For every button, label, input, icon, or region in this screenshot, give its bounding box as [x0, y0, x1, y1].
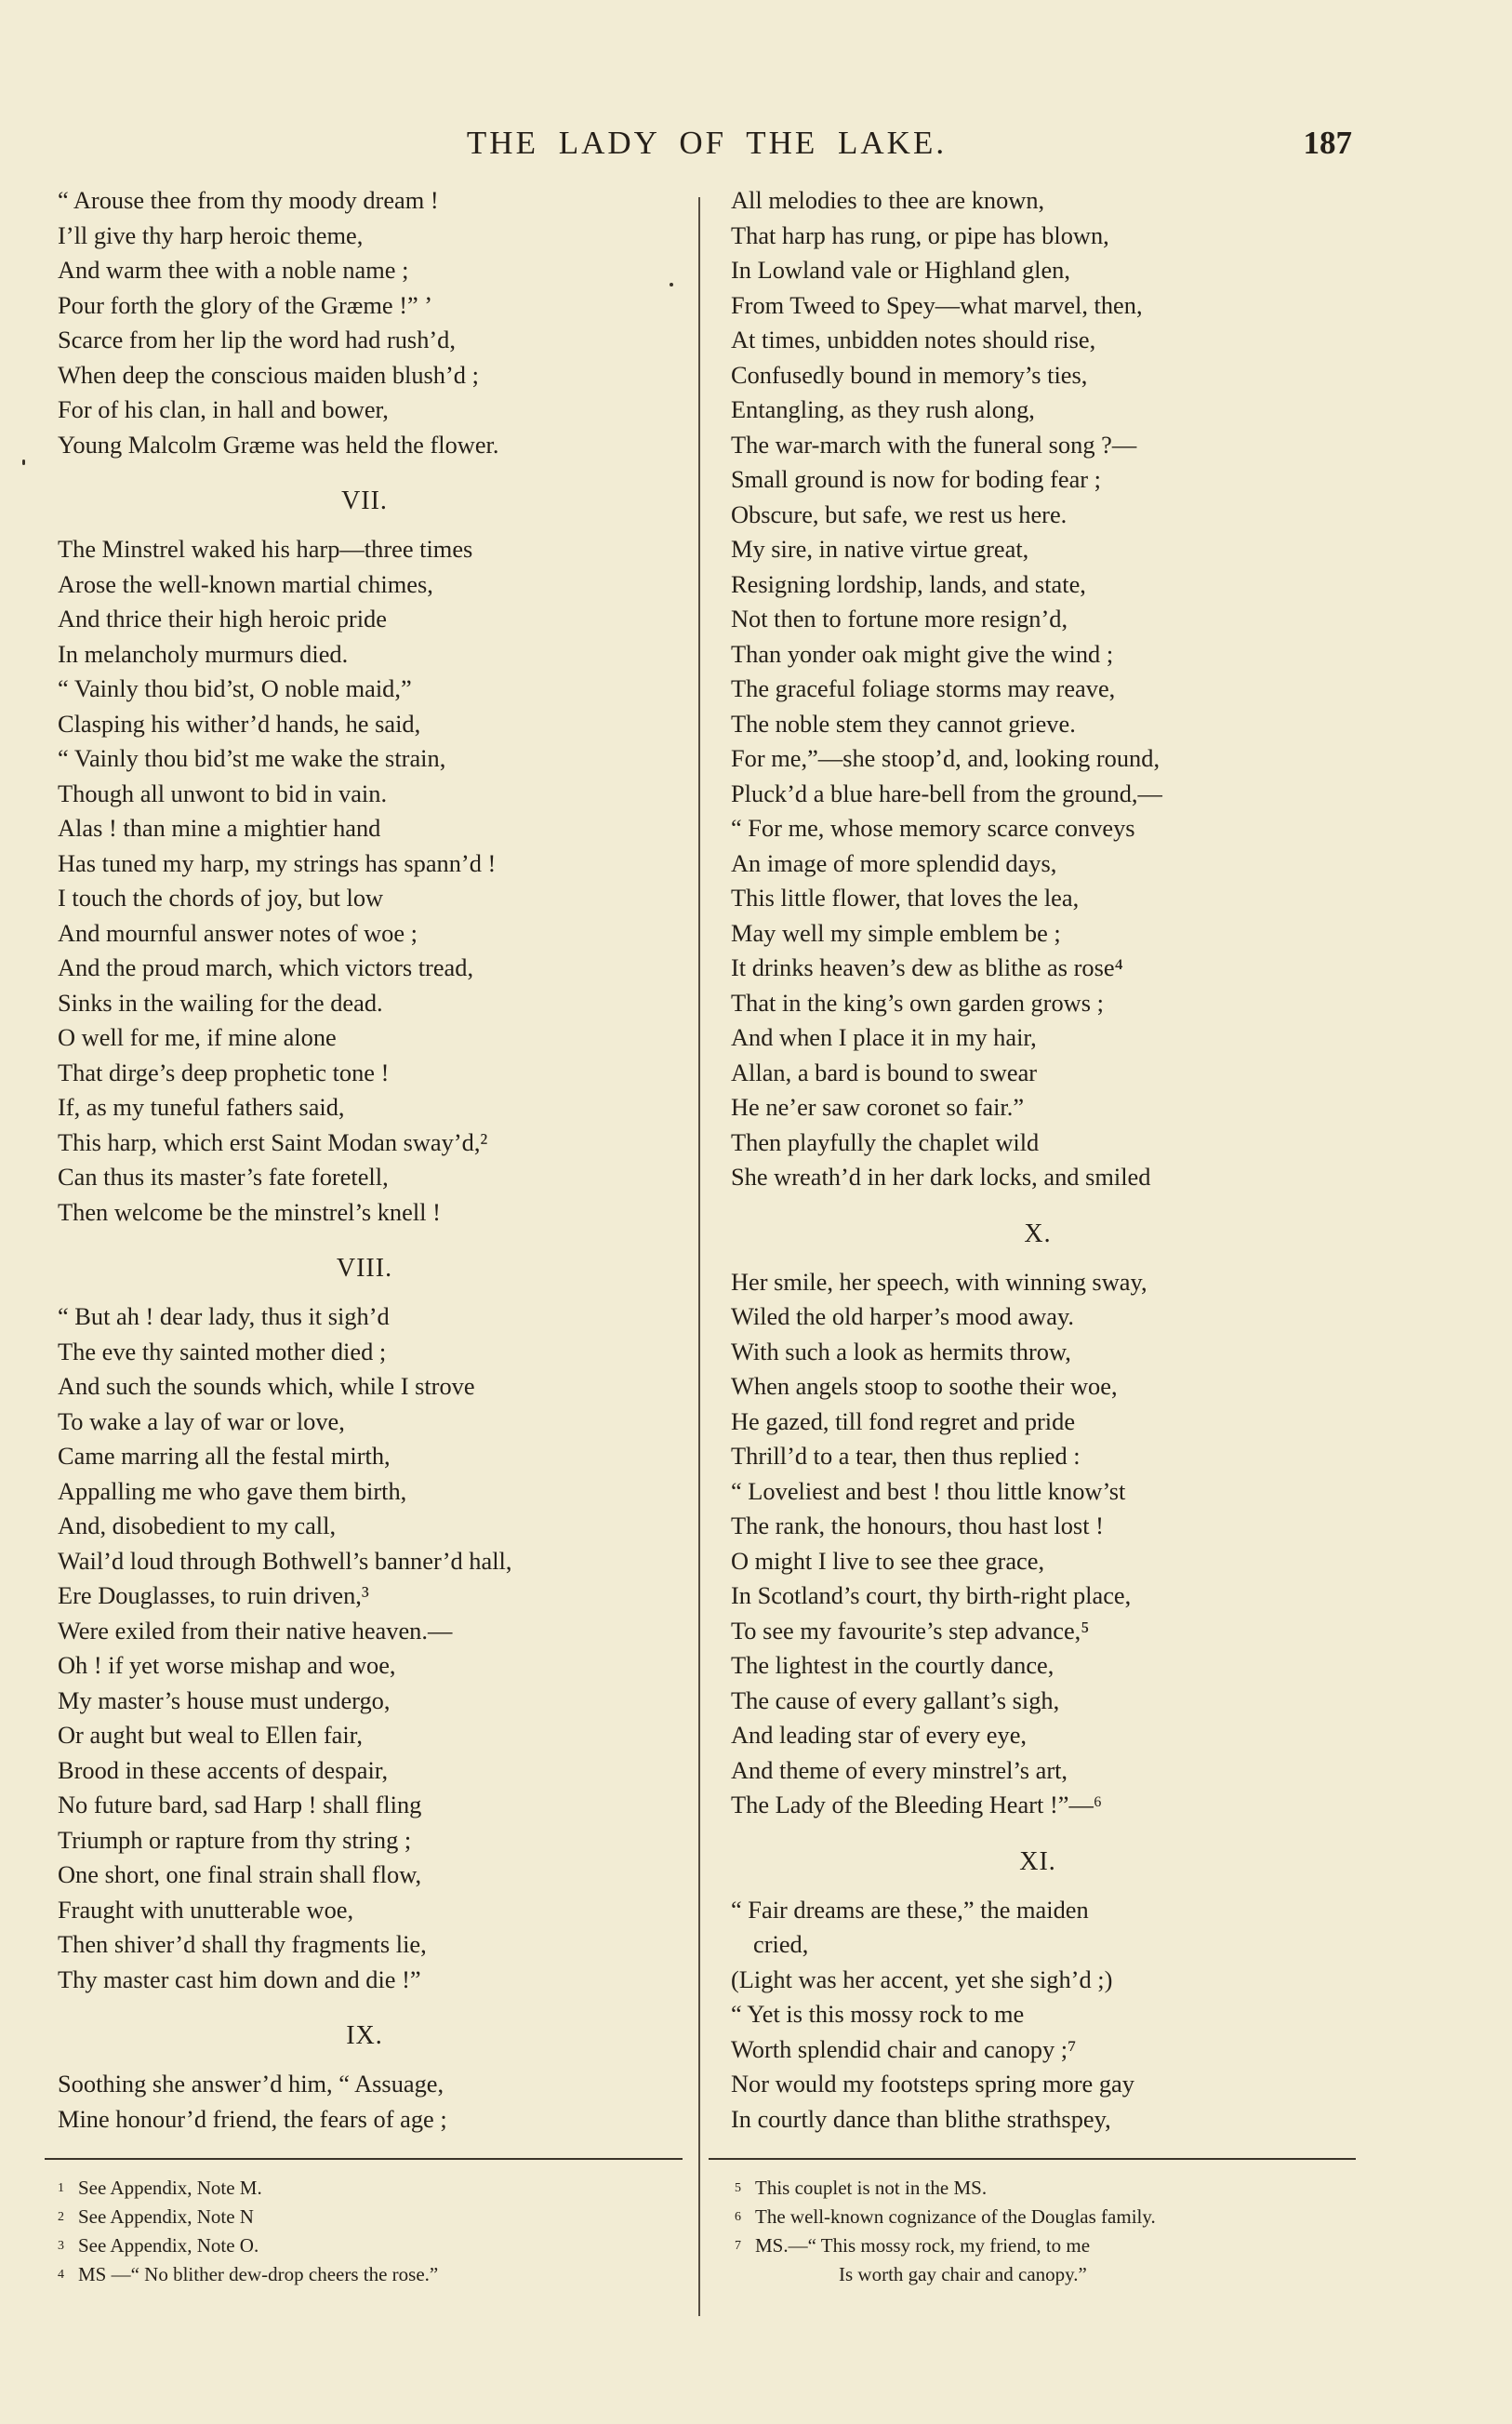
verse-line: “ But ah ! dear lady, thus it sigh’d [58, 1302, 390, 1330]
footnote [735, 2203, 1348, 2231]
ink-speck [670, 283, 673, 286]
verse-line: Wail’d loud through Bothwell’s banner’d hall, [58, 1546, 512, 1575]
verse-line: Then welcome be the minstrel’s knell ! [58, 1197, 441, 1226]
verse-line: My sire, in native virtue great, [731, 535, 1029, 563]
verse-line: Obscure, but safe, we rest us here. [731, 499, 1068, 528]
verse-line: The lightest in the courtly dance, [731, 1651, 1054, 1679]
footnote-marker: 6 [735, 2210, 741, 2224]
verse-line: Alas ! than mine a mightier hand [58, 814, 381, 842]
verse-line: And leading star of every eye, [731, 1721, 1028, 1749]
verse-line: May well my simple emblem be ; [731, 918, 1061, 947]
verse-line: At times, unbidden notes should rise, [731, 326, 1096, 353]
footnote-rule-left [45, 2158, 683, 2160]
footnote-marker: 2 [58, 2210, 64, 2224]
running-head: THE LADY OF THE LAKE. [466, 125, 948, 161]
left-column [58, 183, 671, 2137]
verse-line: In Lowland vale or Highland glen, [731, 256, 1070, 284]
verse-line: The rank, the honours, thou hast lost ! [731, 1512, 1104, 1539]
verse-line: When angels stoop to soothe their woe, [731, 1372, 1118, 1400]
verse-line: Than yonder oak might give the wind ; [731, 639, 1114, 668]
footnote-marker: 4 [58, 2268, 64, 2282]
verse-line: He ne’er saw coronet so fair.” [731, 1093, 1025, 1121]
verse-line: The Minstrel waked his harp—three times [58, 535, 473, 563]
verse-line: Pour forth the glory of the Græme !” ’ [58, 290, 433, 319]
footnotes-left [58, 2174, 671, 2289]
verse-line: The cause of every gallant’s sigh, [731, 1685, 1060, 1714]
verse-line: Came marring all the festal mirth, [58, 1442, 391, 1470]
verse-line: Brood in these accents of despair, [58, 1755, 389, 1784]
footnote-text: See Appendix, Note O. [78, 2234, 259, 2257]
verse-line: “ Vainly thou bid’st, O noble maid,” [58, 674, 412, 702]
verse-line: No future bard, sad Harp ! shall fling [58, 1791, 422, 1818]
footnote [735, 2231, 1348, 2260]
verse-line: When deep the conscious maiden blush’d ; [58, 360, 479, 389]
verse-line: Though all unwont to bid in vain. [58, 779, 388, 807]
verse-line: If, as my tuneful fathers said, [58, 1093, 345, 1121]
section-heading: VIII. [336, 1254, 393, 1283]
footnote-marker: 1 [58, 2181, 64, 2195]
verse-line: For of his clan, in hall and bower, [58, 395, 389, 423]
footnote [735, 2260, 1348, 2289]
verse-line: O well for me, if mine alone [58, 1023, 337, 1051]
verse-line: In Scotland’s court, thy birth-right place, [731, 1581, 1132, 1609]
footnote-text: MS —“ No blither dew-drop cheers the rose.” [78, 2263, 439, 2285]
footnote-text: This couplet is not in the MS. [755, 2177, 988, 2199]
verse-line: “ Arouse thee from thy moody dream ! [58, 186, 439, 214]
section-heading: X. [1024, 1219, 1052, 1248]
footnote [58, 2174, 671, 2203]
verse-line: Resigning lordship, lands, and state, [731, 569, 1086, 598]
verse-line: In courtly dance than blithe strathspey, [731, 2104, 1111, 2133]
verse-line: Then shiver’d shall thy fragments lie, [58, 1930, 427, 1958]
verse-line: Not then to fortune more resign’d, [731, 605, 1068, 633]
footnote-text: See Appendix, Note N [78, 2205, 254, 2228]
footnote [58, 2203, 671, 2231]
verse-line: I’ll give thy harp heroic theme, [58, 220, 364, 249]
verse-line: It drinks heaven’s dew as blithe as rose⁴ [731, 953, 1123, 981]
ink-speck [22, 459, 25, 465]
verse-line: Wiled the old harper’s mood away. [731, 1302, 1075, 1330]
verse-line: Pluck’d a blue hare-bell from the ground,— [731, 779, 1162, 807]
verse-line: In melancholy murmurs died. [58, 639, 349, 668]
verse-line: One short, one final strain shall flow, [58, 1860, 422, 1888]
verse-line: Entangling, as they rush along, [731, 395, 1035, 423]
verse-line: Thy master cast him down and die !” [58, 1965, 421, 1993]
verse-line: And such the sounds which, while I strove [58, 1372, 475, 1400]
verse-line: Ere Douglasses, to ruin driven,³ [58, 1581, 369, 1609]
verse-line: He gazed, till fond regret and pride [731, 1406, 1076, 1435]
footnote-text: The well-known cognizance of the Douglas family. [755, 2205, 1156, 2228]
footnote-text: Is worth gay chair and canopy.” [839, 2263, 1087, 2285]
footnote-rule-right [709, 2158, 1356, 2160]
footnote-text: MS.—“ This mossy rock, my friend, to me [755, 2234, 1091, 2257]
footnote-text: See Appendix, Note M. [78, 2177, 262, 2199]
footnote-marker: 5 [735, 2181, 741, 2195]
verse-line: The eve thy sainted mother died ; [58, 1337, 387, 1365]
verse-line: Scarce from her lip the word had rush’d, [58, 326, 456, 353]
verse-line: And when I place it in my hair, [731, 1023, 1037, 1051]
section-heading: XI. [1019, 1846, 1056, 1876]
verse-line: That harp has rung, or pipe has blown, [731, 220, 1109, 249]
column-rule [698, 197, 700, 2316]
verse-line: Sinks in the wailing for the dead. [58, 988, 383, 1017]
verse-line: Allan, a bard is bound to swear [731, 1058, 1038, 1086]
verse-line: All melodies to thee are known, [731, 186, 1045, 214]
verse-line: The war-march with the funeral song ?— [731, 430, 1137, 459]
verse-line: To see my favourite’s step advance,⁵ [731, 1616, 1090, 1645]
verse-line: Worth splendid chair and canopy ;⁷ [731, 2034, 1077, 2063]
verse-line: Confusedly bound in memory’s ties, [731, 360, 1088, 389]
verse-line: cried, [753, 1930, 809, 1958]
footnotes-right [735, 2174, 1348, 2289]
verse-line: “ Loveliest and best ! thou little know’st [731, 1476, 1126, 1505]
verse-line: Small ground is now for boding fear ; [731, 465, 1101, 493]
verse-line: “ Fair dreams are these,” the maiden [731, 1895, 1089, 1924]
verse-line: That dirge’s deep prophetic tone ! [58, 1058, 390, 1086]
verse-line: Soothing she answer’d him, “ Assuage, [58, 2070, 444, 2098]
verse-line: This harp, which erst Saint Modan sway’d,² [58, 1127, 488, 1156]
verse-line: From Tweed to Spey—what marvel, then, [731, 290, 1143, 319]
verse-line: The graceful foliage storms may reave, [731, 674, 1116, 702]
verse-line: The noble stem they cannot grieve. [731, 709, 1076, 738]
section-heading: VII. [341, 486, 388, 515]
verse-line: And theme of every minstrel’s art, [731, 1755, 1068, 1784]
verse-line: And, disobedient to my call, [58, 1512, 337, 1539]
verse-line: An image of more splendid days, [731, 848, 1057, 877]
section-heading: IX. [346, 2021, 383, 2050]
verse-line: Were exiled from their native heaven.— [58, 1616, 453, 1645]
verse-line: “ Vainly thou bid’st me wake the strain, [58, 744, 446, 772]
verse-line: Then playfully the chaplet wild [731, 1127, 1040, 1156]
verse-line: Nor would my footsteps spring more gay [731, 2070, 1134, 2098]
footnote [58, 2260, 671, 2289]
verse-line: Clasping his wither’d hands, he said, [58, 709, 421, 738]
verse-line: “ For me, whose memory scarce conveys [731, 814, 1135, 842]
footnote-marker: 7 [735, 2239, 741, 2253]
verse-line: And thrice their high heroic pride [58, 605, 387, 633]
verse-line: I touch the chords of joy, but low [58, 884, 384, 912]
verse-line: To wake a lay of war or love, [58, 1406, 345, 1435]
verse-line: My master’s house must undergo, [58, 1685, 391, 1714]
verse-line: (Light was her accent, yet she sigh’d ;) [731, 1965, 1113, 1993]
verse-line: Appalling me who gave them birth, [58, 1476, 407, 1505]
footnote-marker: 3 [58, 2239, 64, 2253]
footnote [58, 2231, 671, 2260]
verse-line: This little flower, that loves the lea, [731, 884, 1080, 912]
verse-line: With such a look as hermits throw, [731, 1337, 1071, 1365]
verse-line: Can thus its master’s fate foretell, [58, 1163, 389, 1191]
page-number: 187 [1303, 125, 1352, 161]
verse-line: Has tuned my harp, my strings has spann’d ! [58, 848, 497, 877]
verse-line: For me,”—she stoop’d, and, looking round, [731, 744, 1161, 772]
verse-line: Young Malcolm Græme was held the flower. [58, 430, 499, 459]
verse-line: She wreath’d in her dark locks, and smiled [731, 1163, 1151, 1191]
verse-line: Or aught but weal to Ellen fair, [58, 1721, 363, 1749]
verse-line: The Lady of the Bleeding Heart !”—⁶ [731, 1791, 1103, 1818]
verse-line: Thrill’d to a tear, then thus replied : [731, 1442, 1081, 1470]
verse-line: Her smile, her speech, with winning sway, [731, 1267, 1147, 1296]
right-column [731, 183, 1345, 2137]
verse-line: Fraught with unutterable woe, [58, 1895, 354, 1924]
verse-line: Triumph or rapture from thy string ; [58, 1825, 412, 1854]
verse-line: “ Yet is this mossy rock to me [731, 2000, 1025, 2028]
verse-line: That in the king’s own garden grows ; [731, 988, 1104, 1017]
verse-line: And mournful answer notes of woe ; [58, 918, 418, 947]
verse-line: And warm thee with a noble name ; [58, 256, 409, 284]
verse-line: And the proud march, which victors tread, [58, 953, 474, 981]
verse-line: Mine honour’d friend, the fears of age ; [58, 2104, 447, 2133]
footnote [735, 2174, 1348, 2203]
verse-line: Arose the well-known martial chimes, [58, 569, 433, 598]
verse-line: O might I live to see thee grace, [731, 1546, 1045, 1575]
verse-line: Oh ! if yet worse mishap and woe, [58, 1651, 396, 1679]
